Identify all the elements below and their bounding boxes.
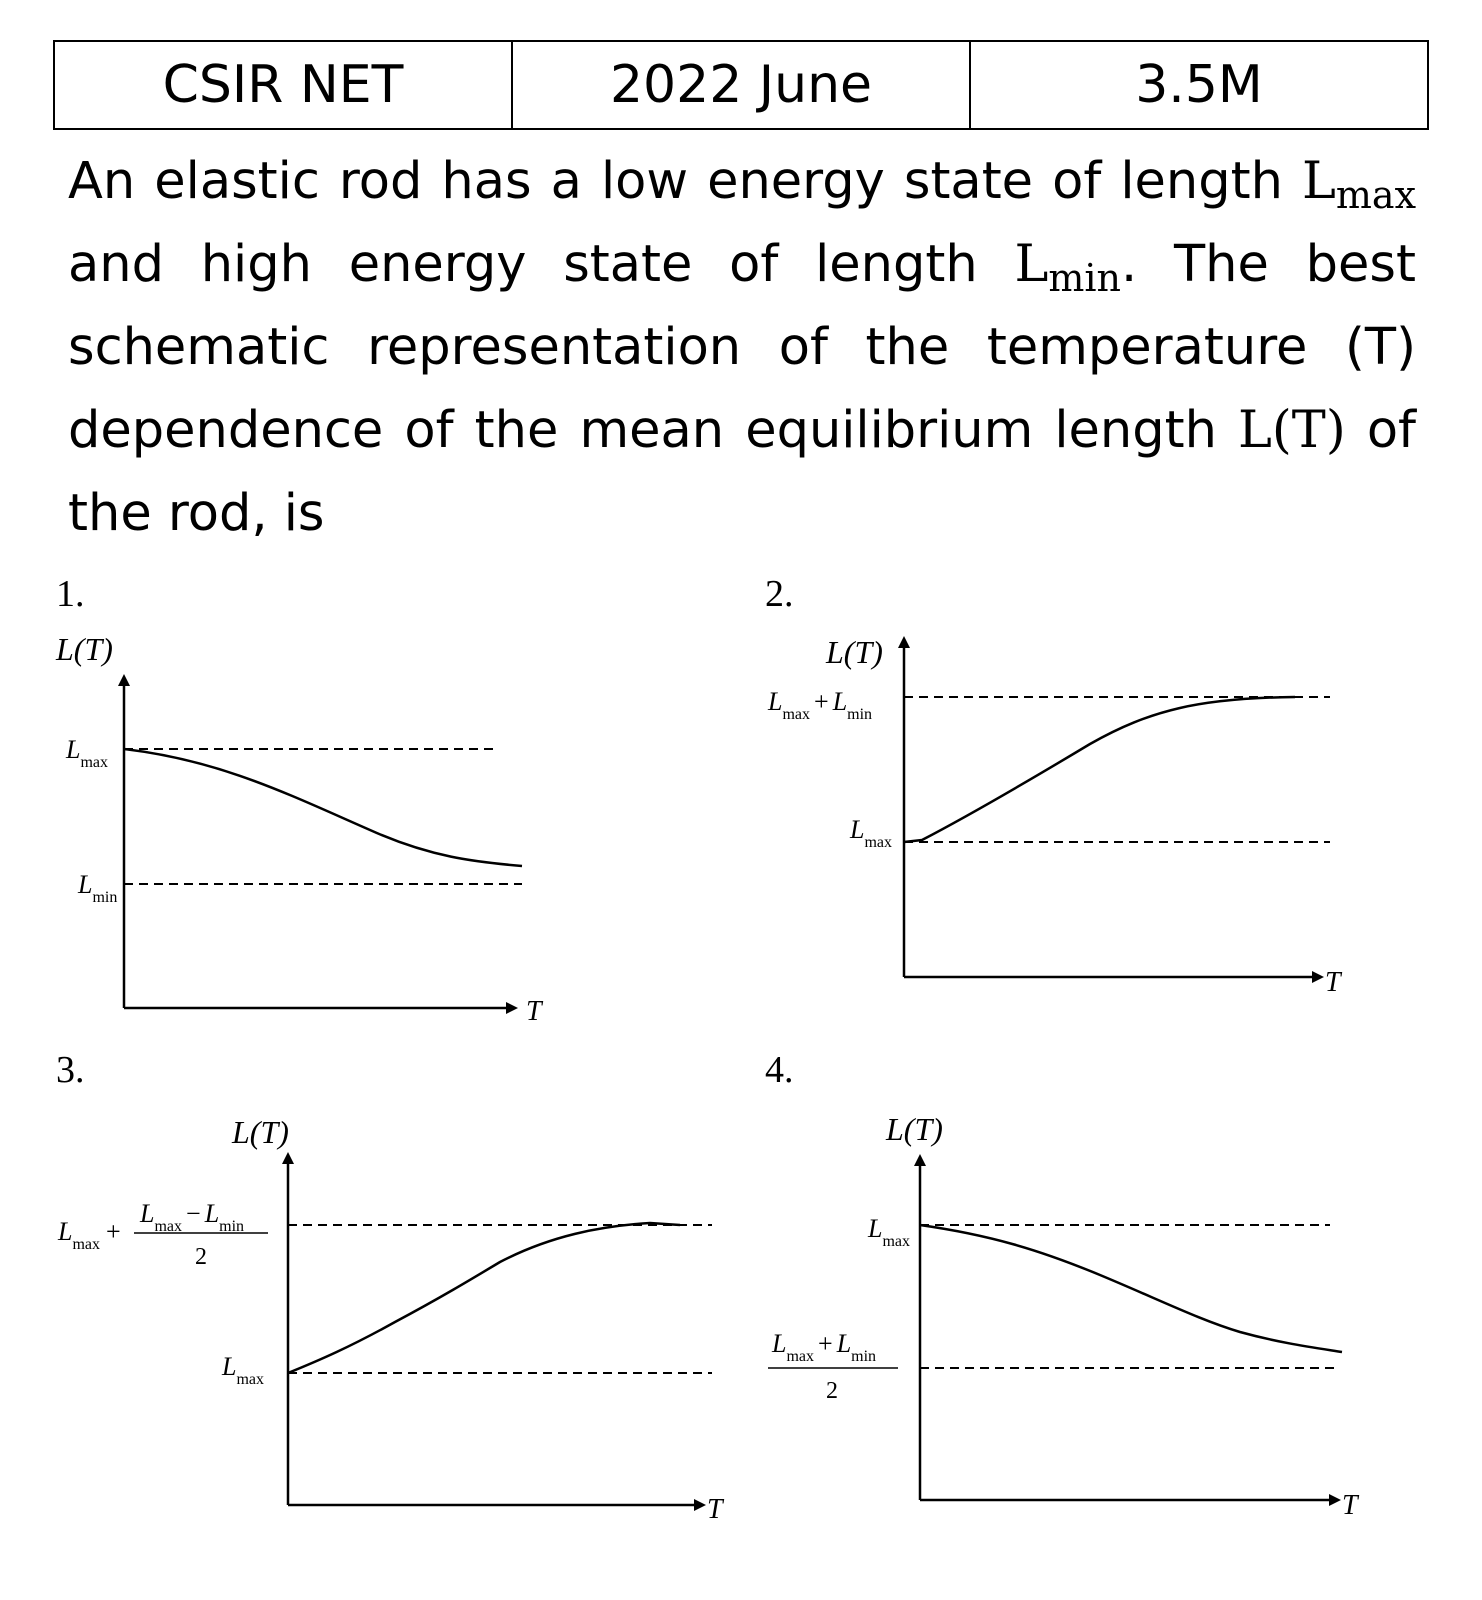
question-marks: 3.5M — [969, 42, 1427, 128]
svg-text:Lmax+Lmin: $L_{max} + L_{min}$ — [772, 1329, 877, 1365]
option-1-number: 1. — [56, 573, 85, 615]
graph-3-curve — [288, 1223, 680, 1373]
graph-2-x-label: T — [1325, 967, 1341, 998]
question-part1: An elastic rod has a low energy state of length — [68, 152, 1302, 211]
graph-option-2 — [767, 634, 1343, 998]
graph-2-label-upper: $L_{max} + L_{min}$ — [768, 687, 873, 723]
graph-1-label-upper: $L_{max}$ — [66, 735, 109, 771]
graph-2-curve — [904, 697, 1295, 842]
question-var-lt: L(T) — [1238, 401, 1346, 460]
graph-3-label-upper — [57, 1199, 268, 1270]
svg-text:Lmax+: $L_{max}$ + — [58, 1217, 121, 1253]
graph-3-label-lower: $L_{max}$ — [222, 1352, 265, 1388]
exam-session: 2022 June — [511, 42, 969, 128]
svg-text:Lmax−Lmin: $L_{max} - L_{min}$ — [140, 1199, 245, 1235]
graph-4-curve — [920, 1225, 1342, 1352]
question-part3: . The best schematic representation of the temperature (T) dependence of the mean equilibrium length — [68, 235, 1416, 460]
question-var-lmax: $L_{max}$ — [1302, 152, 1416, 217]
graph-1-label-lower: $L_{min}$ — [78, 870, 118, 906]
graph-2-y-label: L(T) — [826, 634, 883, 670]
graph-4-label-lower — [768, 1329, 898, 1404]
graph-option-1 — [55, 631, 544, 1027]
question-var-lmin: $L_{min}$ — [1014, 235, 1122, 300]
graph-1-curve — [124, 749, 522, 866]
graph-3-y-label: L(T) — [232, 1114, 289, 1150]
exam-name: CSIR NET — [162, 55, 404, 115]
graph-option-4 — [768, 1111, 1360, 1521]
option-3-number: 3. — [56, 1049, 85, 1091]
svg-text:2: 2 — [195, 1244, 207, 1270]
graph-4-label-upper: $L_{max}$ — [868, 1214, 911, 1250]
question-part4: of the rod, is — [68, 401, 1416, 543]
graph-1-x-label: T — [526, 996, 542, 1027]
option-2-number: 2. — [765, 573, 794, 615]
question-part2: and high energy state of length — [68, 235, 1015, 294]
graph-4-x-label: T — [1342, 1490, 1358, 1521]
graph-1-y-label: L(T) — [56, 631, 113, 667]
graph-3-x-label: T — [707, 1494, 723, 1525]
graph-2-label-lower: $L_{max}$ — [850, 815, 893, 851]
graph-4-y-label: L(T) — [886, 1111, 943, 1147]
svg-text:2: 2 — [826, 1378, 838, 1404]
option-4-number: 4. — [765, 1049, 794, 1091]
graph-option-3 — [57, 1114, 725, 1525]
